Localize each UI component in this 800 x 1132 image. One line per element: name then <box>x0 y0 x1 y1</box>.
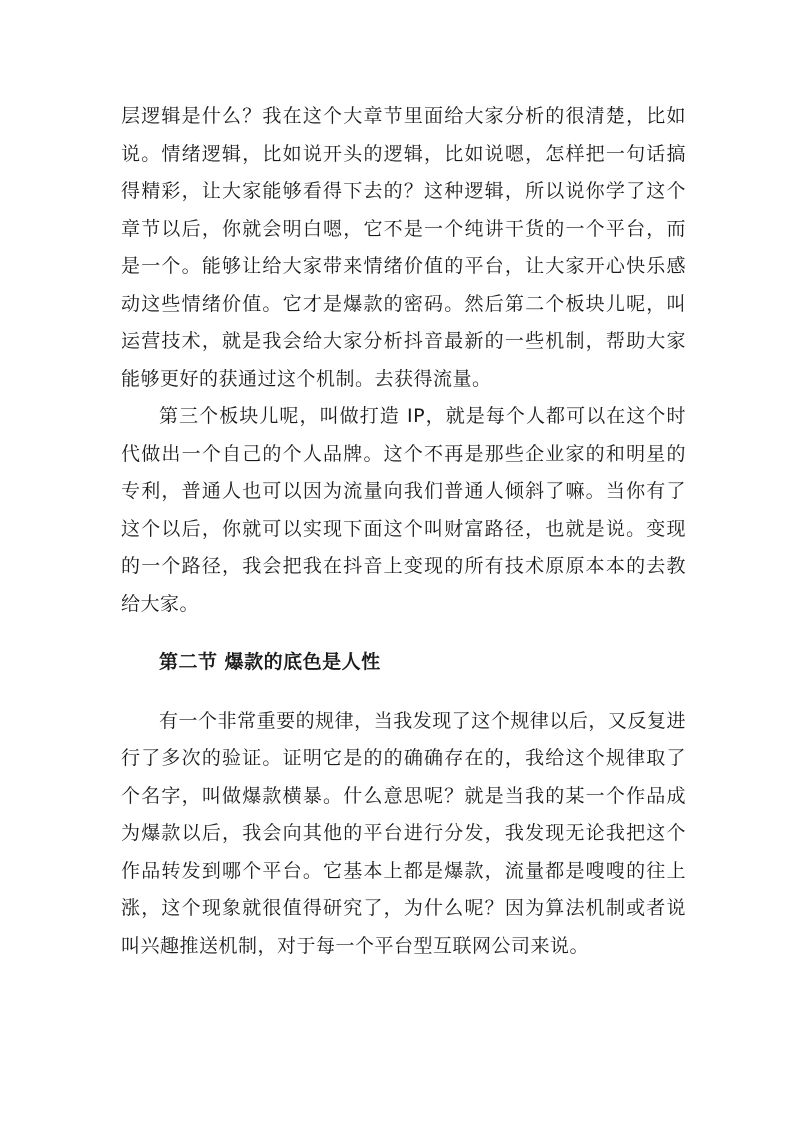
paragraph-third-section: 第三个板块儿呢，叫做打造 IP，就是每个人都可以在这个时代做出一个自己的个人品牌。这个不再是那些企业家的和明星的专利，普通人也可以因为流量向我们普通人倾斜了嘛。当你有了这个以后，你就可以实现下面这个叫财富路径，也就是说。变现的一个路径，我会把我在抖音上变现的所有技术原原本本的去教给大家。 <box>121 405 686 615</box>
paragraph-rule: 有一个非常重要的规律，当我发现了这个规律以后，又反复进行了多次的验证。证明它是的的确确存在的，我给这个规律取了个名字，叫做爆款横暴。什么意思呢？就是当我的某一个作品成为爆款以后，我会向其他的平台进行分发，我发现无论我把这个作品转发到哪个平台。它基本上都是爆款，流量都是嗖嗖的往上涨，这个现象就很值得研究了，为什么呢？因为算法机制或者说叫兴趣推送机制，对于每一个平台型互联网公司来说。 <box>121 709 686 957</box>
paragraph-continued: 层逻辑是什么？我在这个大章节里面给大家分析的很清楚，比如说。情绪逻辑，比如说开头的逻辑，比如说嗯，怎样把一句话搞得精彩，让大家能够看得下去的？这种逻辑，所以说你学了这个章节以后，你就会明白嗯，它不是一个纯讲干货的一个平台，而是一个。能够让给大家带来情绪价值的平台，让大家开心快乐感动这些情绪价值。它才是爆款的密码。然后第二个板块儿呢，叫运营技术，就是我会给大家分析抖音最新的一些机制，帮助大家能够更好的获通过这个机制。去获得流量。 <box>121 105 686 390</box>
section-heading: 第二节 爆款的底色是人性 <box>159 651 381 673</box>
page-content <box>121 98 686 965</box>
spacer <box>121 623 686 644</box>
spacer <box>121 682 686 703</box>
